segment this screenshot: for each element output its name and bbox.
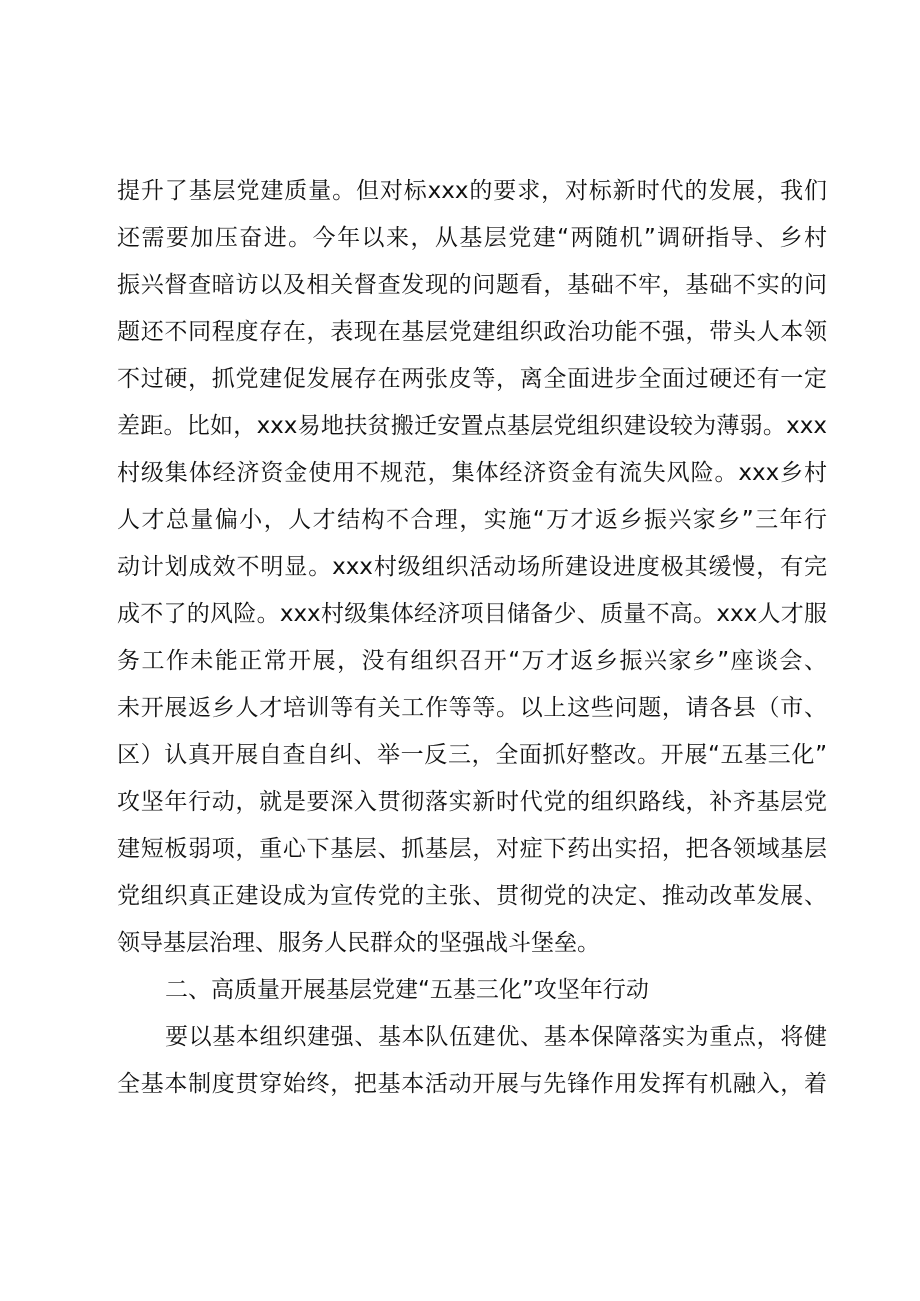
text-line-4: 题还不同程度存在，表现在基层党建组织政治功能不强，带头人本领: [117, 319, 827, 345]
text-line-12: 未开展返乡人才培训等有关工作等等。以上这些问题，请各县（市、: [117, 695, 827, 721]
text-line-7: 村级集体经济资金使用不规范，集体经济资金有流失风险。xxx乡村: [117, 460, 827, 486]
text-line-6: 差距。比如，xxx易地扶贫搬迁安置点基层党组织建设较为薄弱。xxx: [117, 413, 827, 439]
text-line-16: 党组织真正建设成为宣传党的主张、贯彻党的决定、推动改革发展、: [117, 883, 827, 909]
text-line-13: 区）认真开展自查自纠、举一反三，全面抓好整改。开展“五基三化”: [117, 742, 827, 768]
text-line-5: 不过硬，抓党建促发展存在两张皮等，离全面进步全面过硬还有一定: [117, 366, 827, 392]
text-line-15: 建短板弱项，重心下基层、抓基层，对症下药出实招，把各领域基层: [117, 836, 827, 862]
text-line-20: 全基本制度贯穿始终，把基本活动开展与先锋作用发挥有机融入，着: [117, 1071, 827, 1097]
text-line-14: 攻坚年行动，就是要深入贯彻落实新时代党的组织路线，补齐基层党: [117, 789, 827, 815]
text-line-17: 领导基层治理、服务人民群众的坚强战斗堡垒。: [117, 930, 600, 956]
text-line-3: 振兴督查暗访以及相关督查发现的问题看，基础不牢，基础不实的问: [117, 272, 827, 298]
text-line-2: 还需要加压奋进。今年以来，从基层党建“两随机”调研指导、乡村: [117, 225, 827, 251]
text-line-9: 动计划成效不明显。xxx村级组织活动场所建设进度极其缓慢，有完: [117, 554, 827, 580]
section-heading: 二、高质量开展基层党建“五基三化”攻坚年行动: [165, 977, 649, 1003]
text-line-11: 务工作未能正常开展，没有组织召开“万才返乡振兴家乡”座谈会、: [117, 648, 827, 674]
body-text: [117, 168, 827, 1108]
text-line-8: 人才总量偏小，人才结构不合理，实施“万才返乡振兴家乡”三年行: [117, 507, 827, 533]
text-line-10: 成不了的风险。xxx村级集体经济项目储备少、质量不高。xxx人才服: [117, 601, 827, 627]
text-line-1: 提升了基层党建质量。但对标xxx的要求，对标新时代的发展，我们: [117, 178, 827, 204]
text-line-19: 要以基本组织建强、基本队伍建优、基本保障落实为重点，将健: [165, 1024, 827, 1050]
